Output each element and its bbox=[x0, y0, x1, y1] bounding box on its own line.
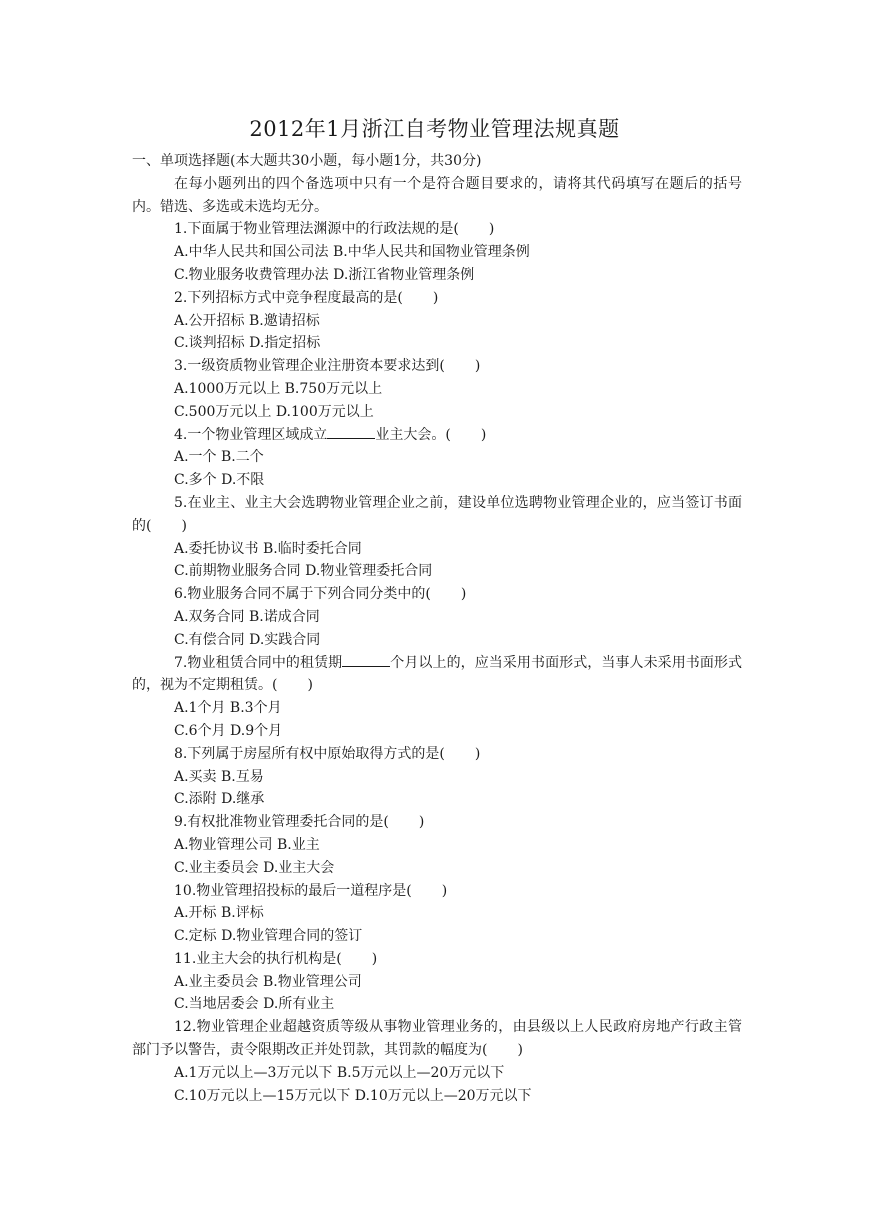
question-options: C.添附 D.继承 bbox=[174, 791, 265, 808]
question-options: C.500万元以上 D.100万元以上 bbox=[174, 403, 374, 420]
question-stem: 8.下列属于房屋所有权中原始取得方式的是( ) bbox=[174, 745, 481, 762]
question-stem: 2.下列招标方式中竞争程度最高的是( ) bbox=[174, 289, 439, 306]
question-stem: 5.在业主、业主大会选聘物业管理企业之前，建设单位选聘物业管理企业的，应当签订书面的( ) bbox=[132, 494, 742, 534]
question-stem: 4.一个物业管理区域成立 业主大会。( ) bbox=[132, 424, 742, 447]
question-options: A.双务合同 B.诺成合同 bbox=[174, 608, 320, 625]
fill-blank bbox=[342, 652, 390, 667]
question-options: C.物业服务收费管理办法 D.浙江省物业管理条例 bbox=[174, 266, 475, 283]
question-options: A.买卖 B.互易 bbox=[174, 768, 264, 785]
question-options: A.1个月 B.3个月 bbox=[174, 700, 282, 717]
question-stem: 10.物业管理招投标的最后一道程序是( ) bbox=[174, 882, 448, 899]
question-options: A.物业管理公司 B.业主 bbox=[174, 836, 320, 853]
question-options: A.业主委员会 B.物业管理公司 bbox=[174, 973, 362, 990]
question-options: C.10万元以上—15万元以下 D.10万元以上—20万元以下 bbox=[174, 1087, 532, 1104]
question-options: C.业主委员会 D.业主大会 bbox=[174, 859, 335, 876]
fill-blank bbox=[327, 424, 375, 439]
question-stem: 11.业主大会的执行机构是( ) bbox=[174, 950, 378, 967]
question-stem: 12.物业管理企业超越资质等级从事物业管理业务的，由县级以上人民政府房地产行政主管部门予以警告，责令限期改正并处罚款，其罚款的幅度为( ) bbox=[132, 1019, 742, 1059]
question-options: C.前期物业服务合同 D.物业管理委托合同 bbox=[174, 563, 433, 580]
question-stem: 9.有权批准物业管理委托合同的是( ) bbox=[174, 814, 425, 831]
document-title: 2012年1月浙江自考物业管理法规真题 bbox=[249, 117, 620, 141]
question-stem: 7.物业租赁合同中的租赁期 个月以上的，应当采用书面形式，当事人未采用书面形式的，视为不定期租赁。( ) bbox=[132, 652, 742, 698]
question-options: A.开标 B.评标 bbox=[174, 905, 264, 922]
question-options: C.定标 D.物业管理合同的签订 bbox=[174, 928, 363, 945]
section-heading: 一、单项选择题(本大题共30小题，每小题1分，共30分) bbox=[132, 153, 482, 169]
question-options: A.委托协议书 B.临时委托合同 bbox=[174, 540, 362, 557]
question-stem: 6.物业服务合同不属于下列合同分类中的( ) bbox=[174, 586, 467, 603]
question-options: C.谈判招标 D.指定招标 bbox=[174, 335, 321, 352]
question-options: C.6个月 D.9个月 bbox=[174, 722, 283, 739]
document-body bbox=[132, 150, 742, 1107]
question-options: A.中华人民共和国公司法 B.中华人民共和国物业管理条例 bbox=[174, 244, 530, 261]
question-stem: 1.下面属于物业管理法渊源中的行政法规的是( ) bbox=[174, 221, 495, 238]
question-options: C.有偿合同 D.实践合同 bbox=[174, 631, 321, 648]
question-options: A.公开招标 B.邀请招标 bbox=[174, 312, 320, 329]
question-stem: 3.一级资质物业管理企业注册资本要求达到( ) bbox=[174, 358, 481, 375]
question-options: A.1000万元以上 B.750万元以上 bbox=[174, 380, 383, 397]
question-options: C.当地居委会 D.所有业主 bbox=[174, 996, 335, 1013]
question-options: C.多个 D.不限 bbox=[174, 472, 265, 489]
section-instruction: 在每小题列出的四个备选项中只有一个是符合题目要求的，请将其代码填写在题后的括号内。错选、多选或未选均无分。 bbox=[132, 175, 742, 215]
question-options: A.1万元以上—3万元以下 B.5万元以上—20万元以下 bbox=[174, 1064, 505, 1081]
question-options: A.一个 B.二个 bbox=[174, 449, 264, 466]
